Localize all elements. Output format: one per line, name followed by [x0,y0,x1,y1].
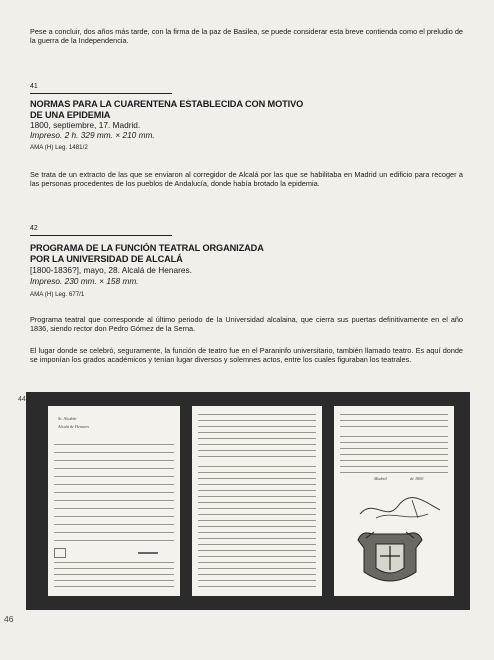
signature-flourish [356,492,446,526]
entry-number: 41 [30,83,38,90]
page3-year: de 1800 [410,476,424,481]
page1-subheading: Alcalá de Henares [58,424,90,429]
entry-format: Impreso. 2 h. 329 mm. × 210 mm. [30,130,155,140]
entry-description: Se trata de un extracto de las que se enviaron al corregidor de Alcalá por las que se habilitaba en Madrid un edificio para recoger a las personas procedentes de los pueblos de Andalucía, donde había brotado la epidemia. [30,170,463,189]
program-page-3 [334,406,454,596]
entry-title-line2: DE UNA EPIDEMIA [30,110,111,120]
program-page-2 [192,406,322,596]
entry-number: 42 [30,225,38,232]
program-photo [26,392,470,610]
entry-divider [30,93,172,94]
entry-description-p2: El lugar donde se celebró, seguramente, la función de teatro fue en el Paraninfo universitario, también llamado teatro. Es aquí donde se imponían los grados académicos y tenían lugar diversos y solemnes actos, entre los cuales figuraban los teatrales. [30,346,463,365]
entry-title-line1: PROGRAMA DE LA FUNCIÓN TEATRAL ORGANIZADA [30,243,264,253]
entry-archive: AMA (H) Leg. 677/1 [30,291,85,298]
coat-of-arms-emblem [352,528,428,590]
entry-divider [30,235,172,236]
seal-stamp [54,548,66,558]
entry-description-p1: Programa teatral que corresponde al último periodo de la Universidad alcalaina, que cierra sus puertas definitivamente en el año 1836, siendo rector don Pedro Gómez de la Serna. [30,315,463,334]
intro-paragraph: Pese a concluir, dos años más tarde, con la firma de la paz de Basilea, se puede considerar esta breve contienda como el preludio de la guerra de la Independencia. [30,27,463,46]
page3-place: Madrid [374,476,387,481]
entry-date: 1800, septiembre, 17. Madrid. [30,120,141,130]
page-number: 46 [4,614,14,624]
entry-format: Impreso. 230 mm. × 158 mm. [30,276,139,286]
figure-number: 44 [18,396,26,403]
entry-title-line1: NORMAS PARA LA CUARENTENA ESTABLECIDA CON MOTIVO [30,99,304,109]
entry-title-line2: POR LA UNIVERSIDAD DE ALCALÁ [30,254,183,264]
entry-date: [1800-1836?], mayo, 28. Alcalá de Henares. [30,265,192,275]
page1-heading: Sr. Alcalde [58,416,77,421]
program-page-1 [48,406,180,596]
entry-archive: AMA (H) Leg. 1481/2 [30,144,88,151]
